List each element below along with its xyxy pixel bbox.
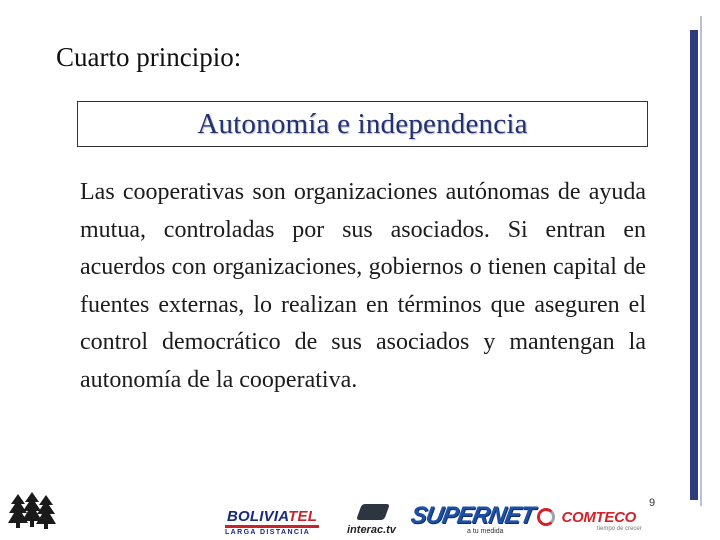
comteco-logo-text: COMTECO — [561, 508, 637, 526]
boliviatel-logo-sub: LARGA DISTANCIA — [225, 529, 311, 536]
boliviatel-logo — [225, 508, 319, 536]
boliviatel-logo-main: BOLIVIA — [227, 508, 289, 525]
three-pine-trees-icon — [8, 492, 56, 535]
interactv-logo — [347, 504, 396, 538]
comteco-logo — [537, 508, 642, 532]
comteco-logo-tag: tiempo de crecer — [597, 526, 642, 533]
title-box — [77, 101, 648, 147]
slide-title: Autonomía e independencia — [197, 107, 528, 140]
accent-bar — [690, 30, 698, 500]
supernet-logo-text: SUPERNET — [408, 502, 537, 529]
boliviatel-logo-accent: TEL — [288, 508, 318, 525]
supernet-logo — [408, 502, 537, 535]
interactv-logo-text: interac.tv — [347, 524, 396, 536]
body-paragraph: Las cooperativas son organizaciones autónomas de ayuda mutua, controladas por sus asociados. Si entran en acuerdos con organizaciones, gobiernos o tienen capital de fuentes externas, lo realizan en términos que aseguren el control democrático de sus asociados y mantengan la autonomía de la cooperativa. — [80, 179, 646, 393]
accent-bar-thin — [700, 16, 702, 506]
interactv-mark-icon — [356, 504, 390, 520]
supernet-logo-tag: a tu medida — [467, 528, 504, 535]
page-number: 9 — [649, 497, 656, 509]
comteco-swirl-icon — [537, 508, 555, 526]
sponsor-logos — [225, 500, 645, 540]
slide-heading: Cuarto principio: — [56, 42, 242, 72]
